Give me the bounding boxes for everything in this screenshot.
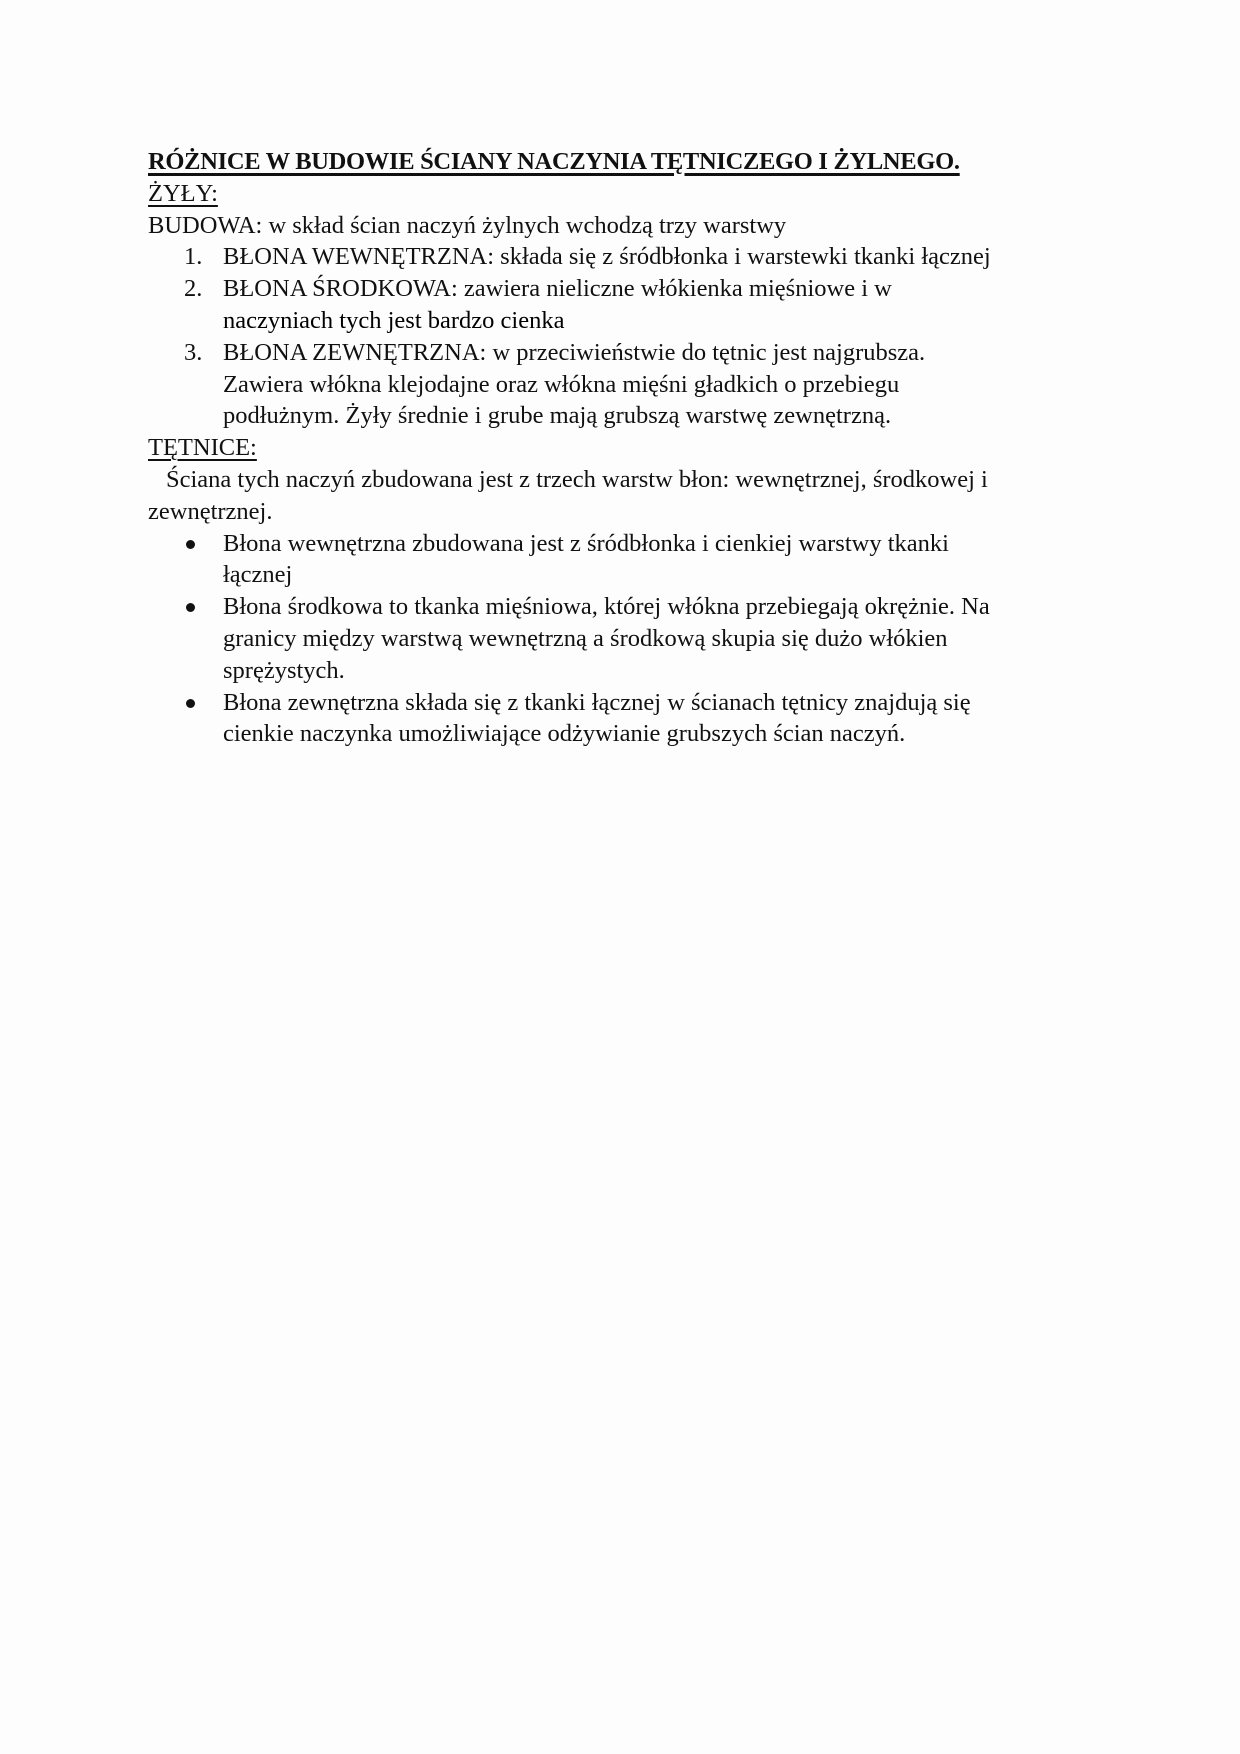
list-item-text: Błona zewnętrzna składa się z tkanki łącznej w ścianach tętnicy znajdują się — [223, 688, 971, 716]
bullet-icon — [186, 603, 195, 612]
list-item-text: BŁONA ZEWNĘTRZNA: w przeciwieństwie do tętnic jest najgrubsza. — [223, 338, 926, 366]
arteries-section — [148, 432, 1088, 750]
arteries-heading: TĘTNICE: — [148, 434, 257, 462]
list-item — [148, 337, 1088, 432]
list-item — [148, 273, 1088, 337]
list-number: 2. — [184, 275, 203, 303]
veins-section — [148, 178, 1088, 432]
list-item-text: cienkie naczynka umożliwiające odżywianie grubszych ścian naczyń. — [223, 720, 906, 748]
veins-heading: ŻYŁY: — [148, 179, 218, 207]
veins-intro: BUDOWA: w skład ścian naczyń żylnych wchodzą trzy warstwy — [148, 211, 787, 239]
list-item-text: łącznej — [223, 561, 293, 589]
list-number: 3. — [184, 338, 203, 366]
list-item-text: Zawiera włókna klejodajne oraz włókna mięśni gładkich o przebiegu — [223, 370, 900, 398]
list-item-text: Błona wewnętrzna zbudowana jest z śródbłonka i cienkiej warstwy tkanki — [223, 529, 949, 557]
bullet-icon — [186, 699, 195, 708]
list-number: 1. — [184, 243, 203, 271]
list-item-text: naczyniach tych jest bardzo cienka — [223, 306, 565, 334]
veins-layer-list — [148, 241, 1088, 432]
document-page — [148, 146, 1088, 750]
list-item — [148, 241, 1088, 273]
list-item — [148, 591, 1088, 686]
list-item-text: BŁONA WEWNĘTRZNA: składa się z śródbłonka i warstewki tkanki łącznej — [223, 243, 991, 271]
document-title: RÓŻNICE W BUDOWIE ŚCIANY NACZYNIA TĘTNICZEGO I ŻYLNEGO. — [148, 148, 960, 175]
list-item-text: sprężystych. — [223, 656, 345, 684]
list-item — [148, 687, 1088, 751]
bullet-icon — [186, 540, 195, 549]
list-item-text: podłużnym. Żyły średnie i grube mają grubszą warstwę zewnętrzną. — [223, 402, 892, 430]
arteries-intro-line: Ściana tych naczyń zbudowana jest z trzech warstw błon: wewnętrznej, środkowej i — [166, 465, 988, 493]
list-item-text: Błona środkowa to tkanka mięśniowa, której włókna przebiegają okrężnie. Na — [223, 593, 990, 621]
list-item-text: BŁONA ŚRODKOWA: zawiera nieliczne włókienka mięśniowe i w — [223, 275, 892, 303]
list-item — [148, 528, 1088, 592]
arteries-intro-line: zewnętrznej. — [148, 497, 273, 525]
list-item-text: granicy między warstwą wewnętrzną a środkową skupia się dużo włókien — [223, 624, 948, 652]
arteries-layer-list — [148, 528, 1088, 751]
